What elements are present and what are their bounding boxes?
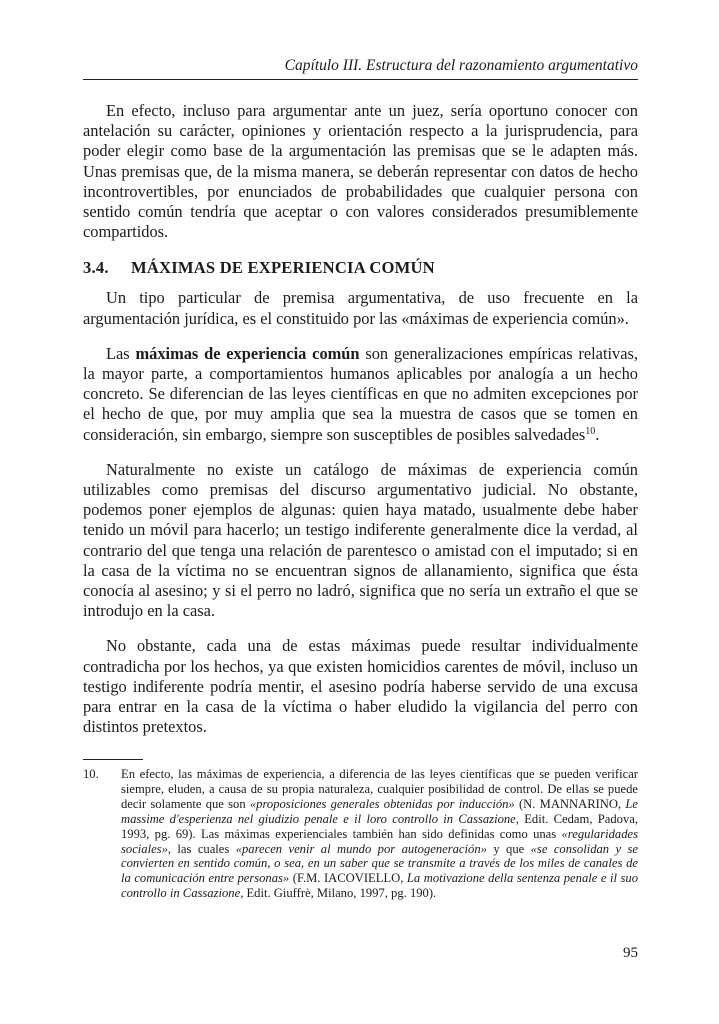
paragraph-intro: En efecto, incluso para argumentar ante un juez, sería oportuno conocer con antelación su carácter, opiniones y orientación respecto a la jurisprudencia, para poder elegir como base de la argumentación las premisas que se le adapten más. Unas premisas que, de la misma manera, se deberán representar con datos de hecho incontrovertibles, por enunciados de probabilidades que cualquier persona con sentido común tendría que aceptar o con valores considerados presumiblemente compartidos. [83, 101, 638, 242]
p2-lead: Las [106, 343, 136, 363]
paragraph-section-1: Un tipo particular de premisa argumentativa, de uso frecuente en la argumentación jurídica, es el constituido por las «máximas de experiencia común». [83, 288, 638, 328]
page-body [83, 101, 638, 752]
p2-rest: son generalizaciones empíricas relativas, la mayor parte, a comportamientos humanos aplicables por analogía a un hecho concreto. Se diferencian de las leyes científicas en que no admiten excepciones por el hecho de que, por muy amplia que sea la muestra de casos que se tomen en consideración, sin embargo, siempre son susceptibles de posibles salvedades [83, 343, 639, 444]
term-bold: máximas de experiencia común [135, 343, 360, 363]
section-number: 3.4. [83, 258, 109, 278]
header-rule [83, 79, 638, 80]
paragraph-section-2 [83, 344, 638, 445]
section-heading [83, 257, 638, 279]
paragraph-section-3: Naturalmente no existe un catálogo de máximas de experiencia común utilizables como premisas del discurso argumentativo judicial. No obstante, podemos poner ejemplos de algunas: quien haya matado, usualmente debe haber tenido un móvil para hacerlo; un testigo indiferente generalmente dice la verdad, al contrario del que tenga una relación de parentesco o amistad con el imputado; si en la casa de la víctima no se encuentran signos de allanamiento, significa que ésta conocía al asesino; y si el perro no ladró, significa que no sería un extraño el que se introdujo en la casa. [83, 459, 638, 621]
footnote-10 [83, 767, 638, 901]
section-title: MÁXIMAS DE EXPERIENCIA COMÚN [131, 258, 435, 278]
footnote-rule [83, 759, 143, 760]
page-number: 95 [623, 945, 638, 961]
footnote-number: 10. [83, 767, 99, 781]
paragraph-section-4: No obstante, cada una de estas máximas puede resultar individualmente contradicha por los hechos, ya que existen homicidios carentes de móvil, incluso un testigo indiferente podría mentir, el asesino podría haberse servido de una excusa para entrar en la casa de la víctima o haber eludido la vigilancia del perro con distintos pretextos. [83, 636, 638, 737]
footnote-ref[interactable]: 10 [585, 425, 596, 437]
p2-end: . [595, 424, 600, 444]
running-header: Capítulo III. Estructura del razonamiento argumentativo [284, 57, 638, 74]
footnote-text: En efecto, las máximas de experiencia, a diferencia de las leyes científicas que se pueden verificar siempre, eluden, a causa de su propia naturaleza, cualquier posibilidad de control. De ellas se puede decir solamente que son «proposiciones generales obtenidas por inducción» (N. MANNARINO, Le massime d'esperienza nel giudizio penale e il loro controllo in Cassazione, Edit. Cedam, Padova, 1993, pg. 69). Las máximas experienciales también han sido definidas como unas «regularidades sociales», las cuales «parecen venir al mundo por autogeneración» y que «se consolidan y se convierten en sentido común, o sea, en un saber que se transmite a través de los miles de canales de la comunicación entre personas» (F.M. IACOVIELLO, La motivazione della sentenza penale e il suo controllo in Cassazione, Edit. Giuffrè, Milano, 1997, pg. 190). [121, 767, 639, 901]
